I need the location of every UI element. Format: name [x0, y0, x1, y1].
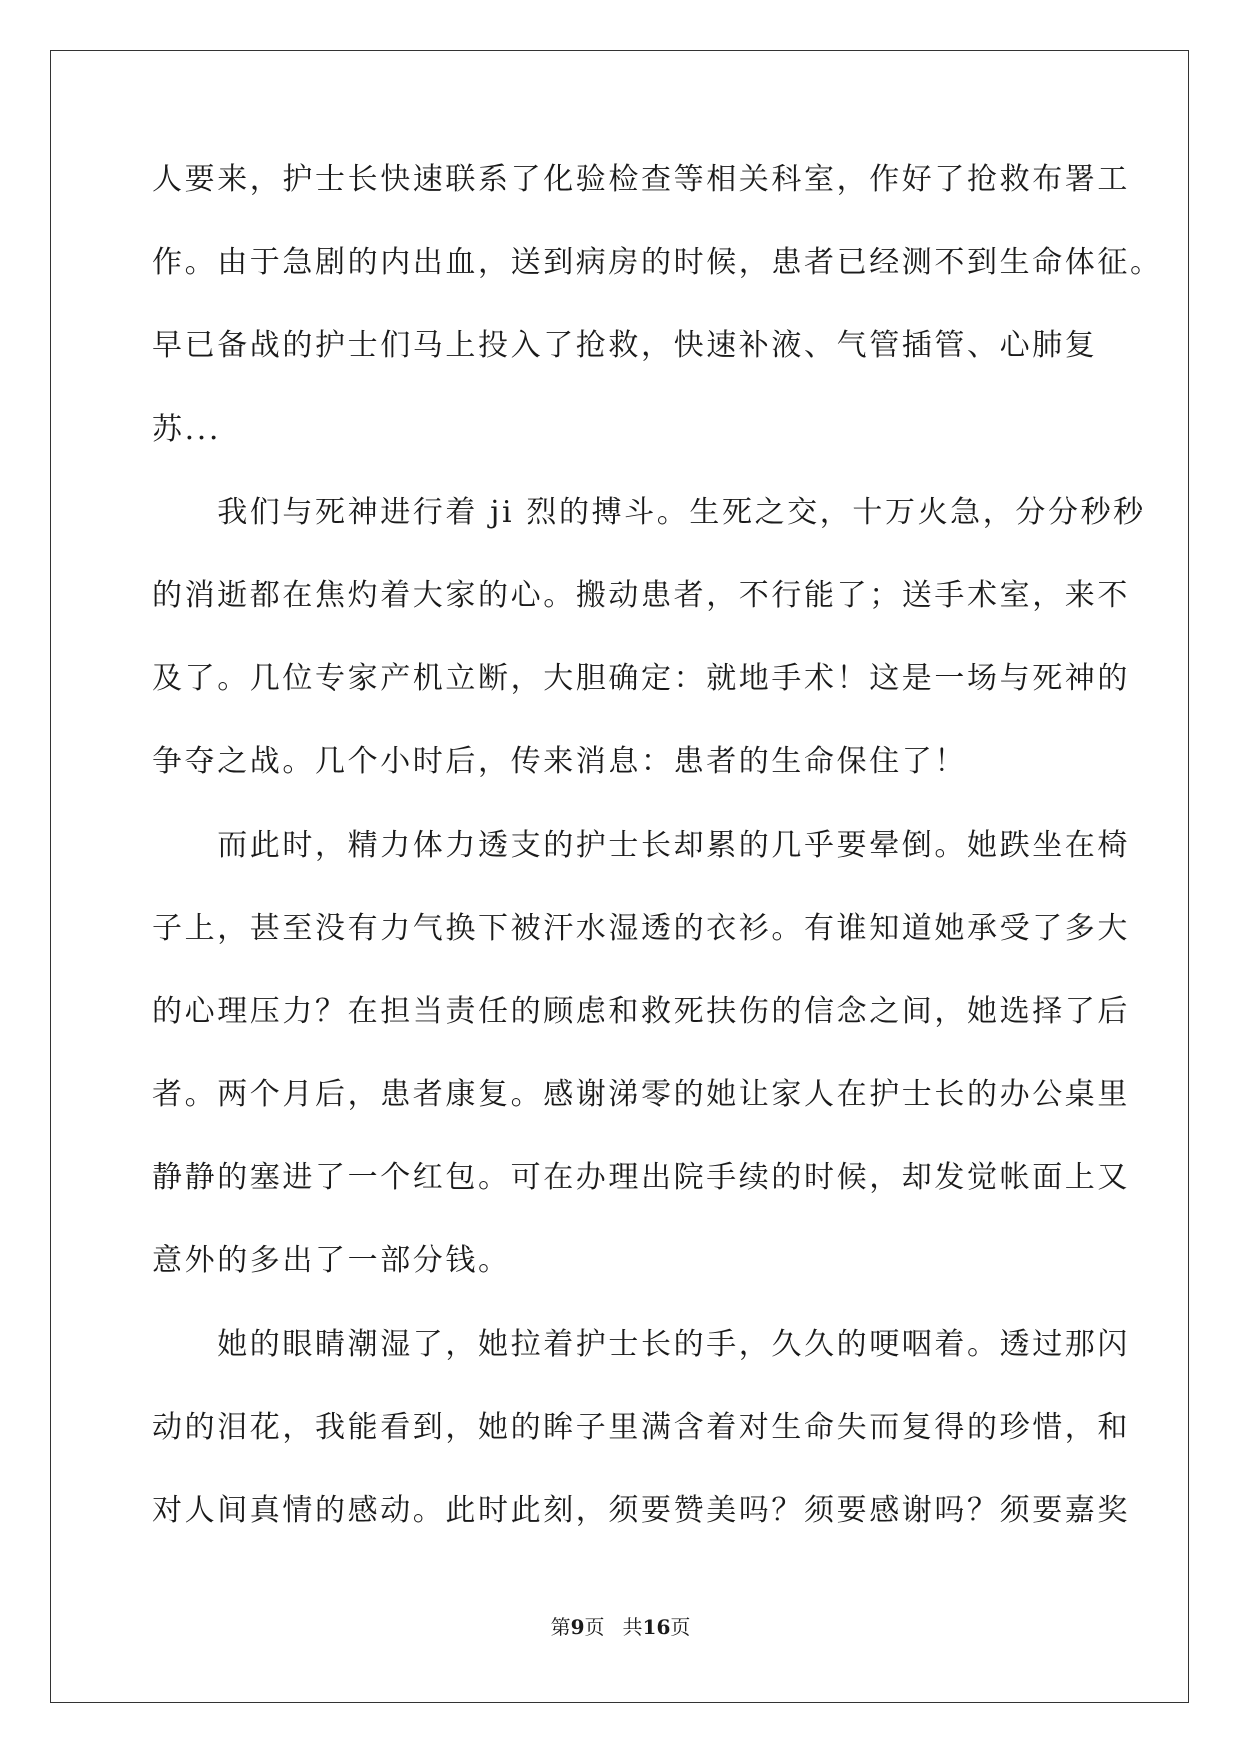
text-line-14: 意外的多出了一部分钱。	[152, 1243, 511, 1279]
text-line-7: 及了。几位专家产机立断，大胆确定：就地手术！这是一场与死神的	[152, 661, 1130, 697]
total-prefix: 共	[622, 1615, 643, 1639]
page-number: 9	[570, 1615, 585, 1639]
text-line-4: 苏...	[152, 411, 222, 447]
text-line-10: 子上，甚至没有力气换下被汗水湿透的衣衫。有谁知道她承受了多大	[152, 910, 1130, 946]
text-line-6: 的消逝都在焦灼着大家的心。搬动患者，不行能了；送手术室，来不	[152, 577, 1130, 613]
page-suffix: 页	[584, 1615, 605, 1639]
text-line-8: 争夺之战。几个小时后，传来消息：患者的生命保住了！	[152, 744, 967, 780]
total-suffix: 页	[670, 1615, 691, 1639]
text-line-11: 的心理压力？在担当责任的顾虑和救死扶伤的信念之间，她选择了后	[152, 993, 1130, 1029]
text-line-15: 她的眼睛潮湿了，她拉着护士长的手，久久的哽咽着。透过那闪	[152, 1326, 1130, 1362]
text-line-17: 对人间真情的感动。此时此刻，须要赞美吗？须要感谢吗？须要嘉奖	[152, 1493, 1130, 1528]
document-body	[152, 160, 1163, 1574]
text-line-1: 人要来，护士长快速联系了化验检查等相关科室，作好了抢救布署工	[152, 162, 1130, 197]
total-pages: 16	[642, 1615, 671, 1639]
text-line-12: 者。两个月后，患者康复。感谢涕零的她让家人在护士长的办公桌里	[152, 1077, 1130, 1113]
page-footer	[0, 1613, 1241, 1641]
text-line-13: 静静的塞进了一个红包。可在办理出院手续的时候，却发觉帐面上又	[152, 1160, 1130, 1196]
page-prefix: 第	[550, 1615, 571, 1639]
text-line-16: 动的泪花，我能看到，她的眸子里满含着对生命失而复得的珍惜，和	[152, 1409, 1130, 1445]
text-line-9: 而此时，精力体力透支的护士长却累的几乎要晕倒。她跌坐在椅	[152, 827, 1130, 863]
text-line-5: 我们与死神进行着 ji 烈的搏斗。生死之交，十万火急，分分秒秒	[152, 494, 1146, 530]
text-line-2: 作。由于急剧的内出血，送到病房的时候，患者已经测不到生命体征。	[152, 245, 1163, 281]
text-line-3: 早已备战的护士们马上投入了抢救，快速补液、气管插管、心肺复	[152, 328, 1098, 364]
